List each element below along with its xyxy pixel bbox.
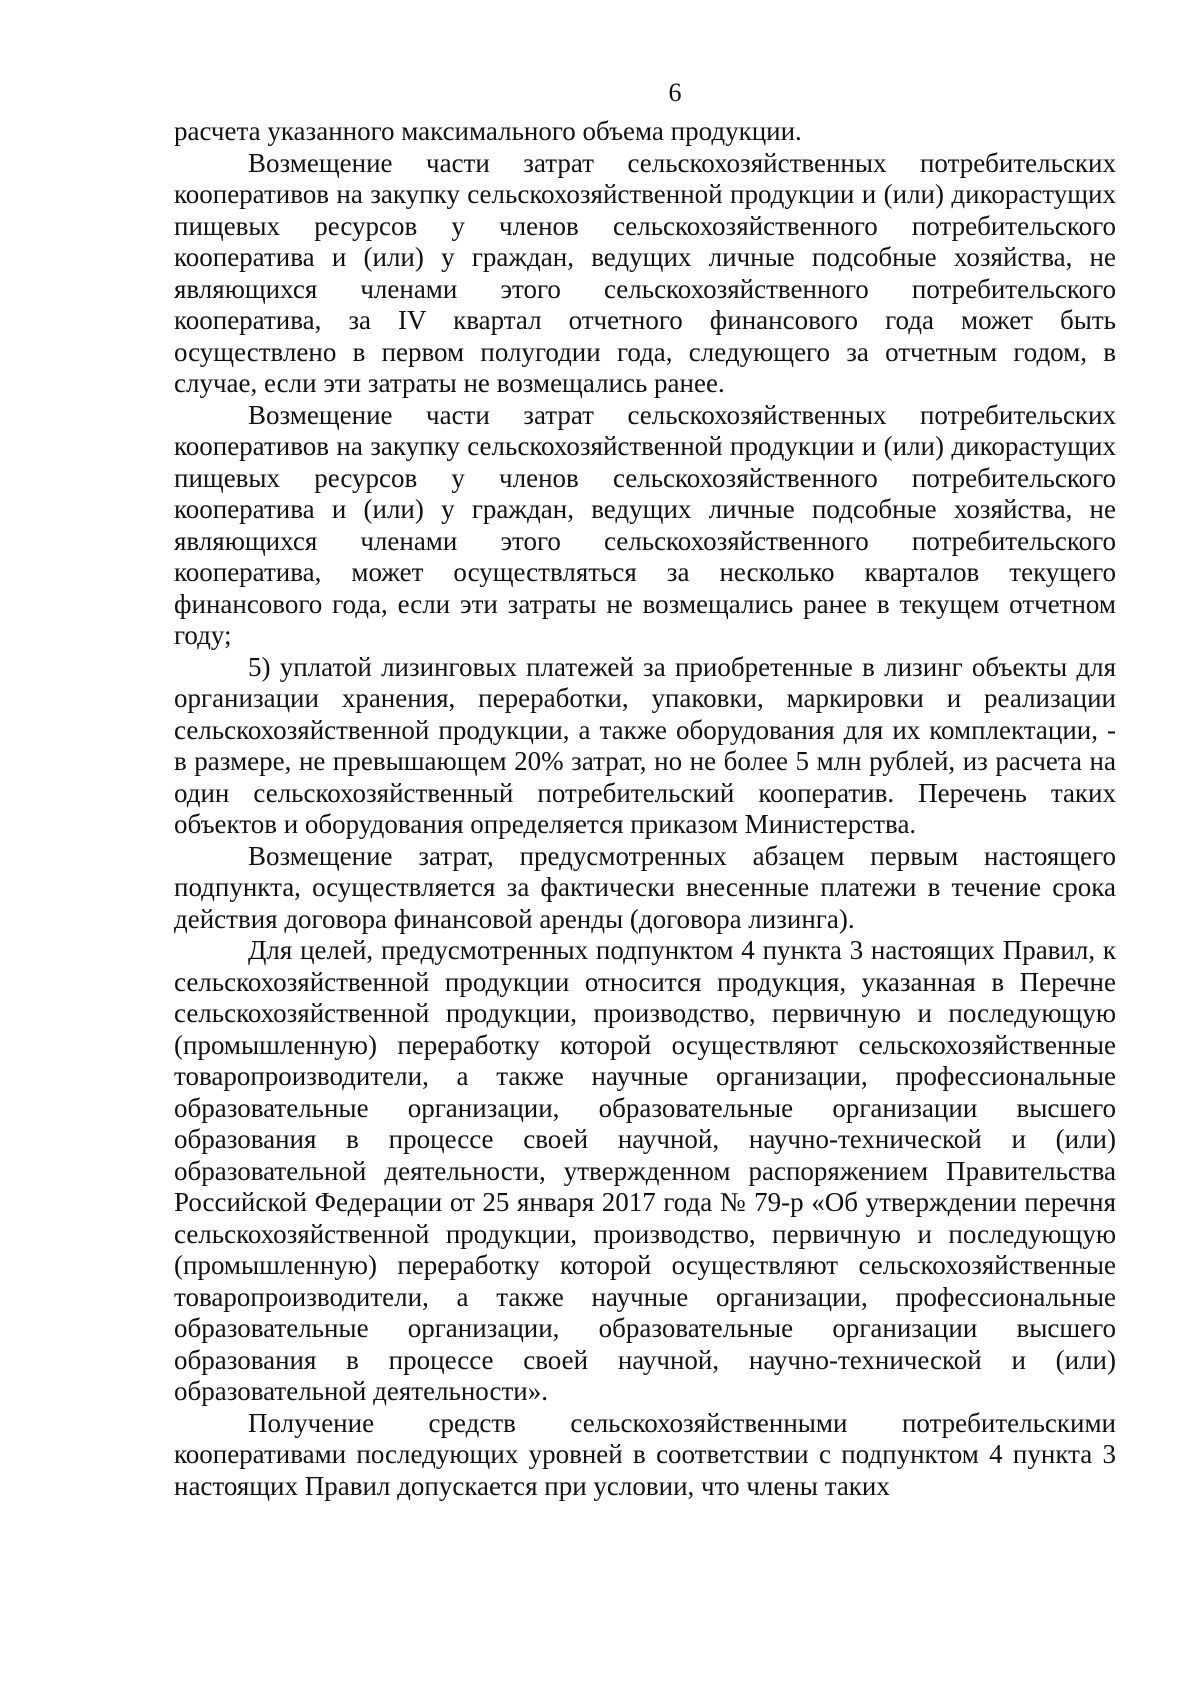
- paragraph: 5) уплатой лизинговых платежей за приобретенные в лизинг объекты для организации хранения, переработки, упаковки, маркировки и реализации сельскохозяйственной продукции, а также оборудования для их комплектации, - в размере, не превышающем 20% затрат, но не более 5 млн рублей, из расчета на один сельскохозяйственный потребительский кооператив. Перечень таких объектов и оборудования определяется приказом Министерства.: [174, 651, 1116, 839]
- paragraph: Возмещение затрат, предусмотренных абзацем первым настоящего подпункта, осуществляется за фактически внесенные платежи в течение срока действия договора финансовой аренды (договора лизинга).: [174, 840, 1116, 934]
- paragraph: Получение средств сельскохозяйственными потребительскими кооперативами последующих уровней в соответствии с подпунктом 4 пункта 3 настоящих Правил допускается при условии, что члены таких: [174, 1407, 1116, 1501]
- paragraph: расчета указанного максимального объема продукции.: [174, 116, 802, 146]
- paragraph: Для целей, предусмотренных подпунктом 4 пункта 3 настоящих Правил, к сельскохозяйственной продукции относится продукция, указанная в Перечне сельскохозяйственной продукции, производство, первичную и последующую (промышленную) переработку которой осуществляют сельскохозяйственные товаропроизводители, а также научные организации, профессиональные образовательные организации, образовательные организации высшего образования в процессе своей научной, научно-технической и (или) образовательной деятельности, утвержденном распоряжением Правительства Российской Федерации от 25 января 2017 года № 79-р «Об утверждении перечня сельскохозяйственной продукции, производство, первичную и последующую (промышленную) переработку которой осуществляют сельскохозяйственные товаропроизводители, а также научные организации, профессиональные образовательные организации, образовательные организации высшего образования в процессе своей научной, научно-технической и (или) образовательной деятельности».: [174, 935, 1116, 1406]
- paragraph: Возмещение части затрат сельскохозяйственных потребительских кооперативов на закупку сельскохозяйственной продукции и (или) дикорастущих пищевых ресурсов у членов сельскохозяйственного потребительского кооператива и (или) у граждан, ведущих личные подсобные хозяйства, не являющихся членами этого сельскохозяйственного потребительского кооператива, за IV квартал отчетного финансового года может быть осуществлено в первом полугодии года, следующего за отчетным годом, в случае, если эти затраты не возмещались ранее.: [174, 147, 1116, 398]
- page-number: 6: [668, 78, 682, 107]
- document-body: [174, 116, 1116, 1502]
- paragraph: Возмещение части затрат сельскохозяйственных потребительских кооперативов на закупку сельскохозяйственной продукции и (или) дикорастущих пищевых ресурсов у членов сельскохозяйственного потребительского кооператива и (или) у граждан, ведущих личные подсобные хозяйства, не являющихся членами этого сельскохозяйственного потребительского кооператива, может осуществляться за несколько кварталов текущего финансового года, если эти затраты не возмещались ранее в текущем отчетном году;: [174, 399, 1116, 650]
